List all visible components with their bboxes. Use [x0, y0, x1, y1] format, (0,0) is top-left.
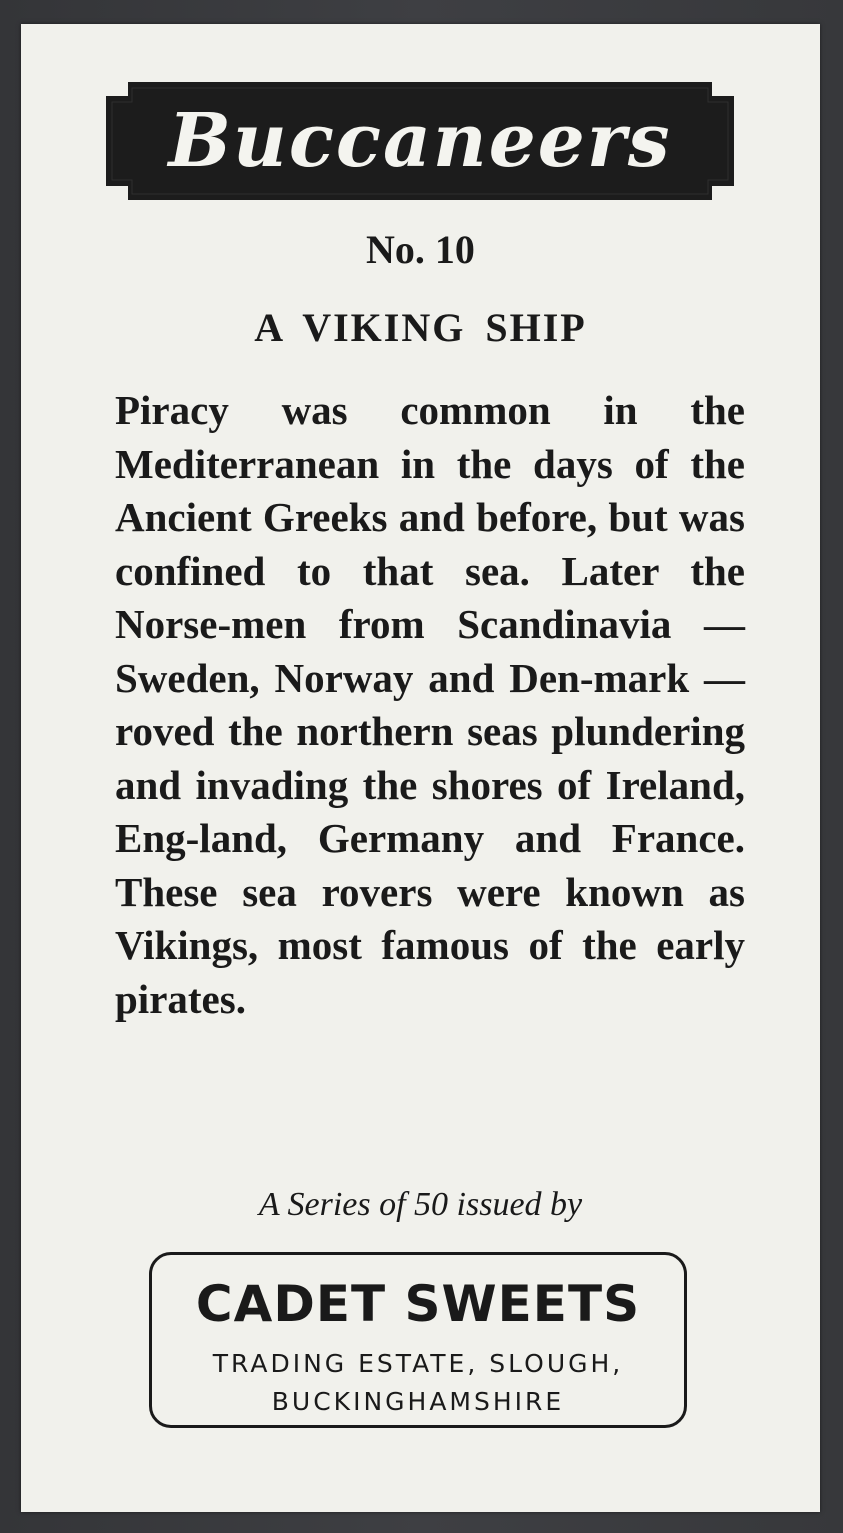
title-banner — [106, 82, 734, 200]
manufacturer-name: CADET SWEETS — [195, 1275, 641, 1333]
trading-card-back — [21, 24, 820, 1512]
manufacturer-county: BUCKINGHAMSHIRE — [271, 1387, 565, 1416]
card-description: Piracy was common in the Mediterranean in the days of the Ancient Greeks and before, but was confined to that sea. Later the Norse-men from Scandinavia — Sweden, Norway and Den-mark — roved the northern seas plundering and invading the shores of Ireland, Eng-land, Germany and France. These sea rovers were known as Vikings, most famous of the early pirates. — [115, 387, 745, 1022]
banner-title: Buccaneers — [168, 98, 672, 184]
series-caption: A Series of 50 issued by — [258, 1186, 583, 1223]
card-title: A VIKING SHIP — [254, 305, 587, 350]
card-number: No. 10 — [366, 227, 475, 272]
manufacturer-box — [149, 1252, 687, 1428]
manufacturer-address: TRADING ESTATE, SLOUGH, — [212, 1349, 624, 1378]
